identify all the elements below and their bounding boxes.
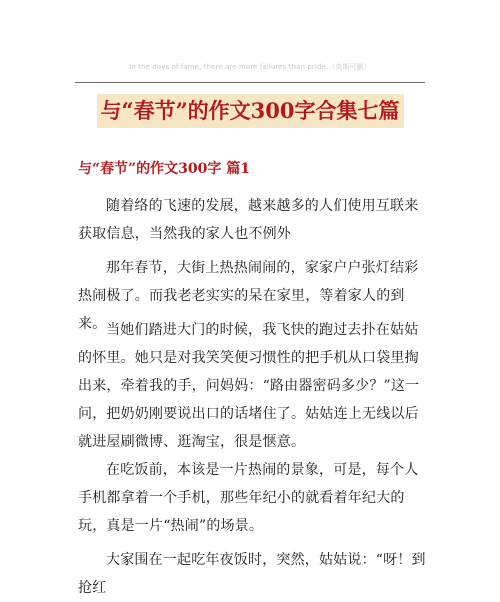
paragraph: 大家围在一起吃年夜饭时，突然，姑姑说：“呀！到抢红 — [78, 552, 426, 596]
document-title — [0, 94, 500, 128]
paragraph: 随着络的飞速的发展，越来越多的人们使用互联来获取信息，当然我的家人也不例外 — [78, 198, 419, 242]
header-divider — [75, 82, 425, 83]
section-heading: 与“春节”的作文300字 篇1 — [78, 161, 250, 177]
header-note: In the days of fame, there are more failures than pride.（奕斯可删） — [129, 63, 371, 71]
paragraph: 在吃饭前，本该是一片热闹的景象，可是，每个人手机都拿着一个手机，那些年纪小的就看着年纪大的玩，真是一片“热闹”的场景。 — [78, 462, 419, 534]
paragraph: 当她们踏进大门的时候，我飞快的跑过去扑在姑姑的怀里。她只是对我笑笑便习惯性的把手机从口袋里掏出来，牵着我的手，问妈妈：“路由器密码多少？”这一问，把奶奶刚要说出口的话堵住了。姑姑连上无线以后就进屋刷微博、逛淘宝，很是惬意。 — [78, 322, 420, 450]
document-title-text: 与“春节”的作文300字合集七篇 — [97, 94, 404, 128]
paragraph: 那年春节，大街上热热闹闹的，家家户户张灯结彩热闹极了。而我老老实实的呆在家里，等着家人的到来。 — [78, 260, 419, 332]
